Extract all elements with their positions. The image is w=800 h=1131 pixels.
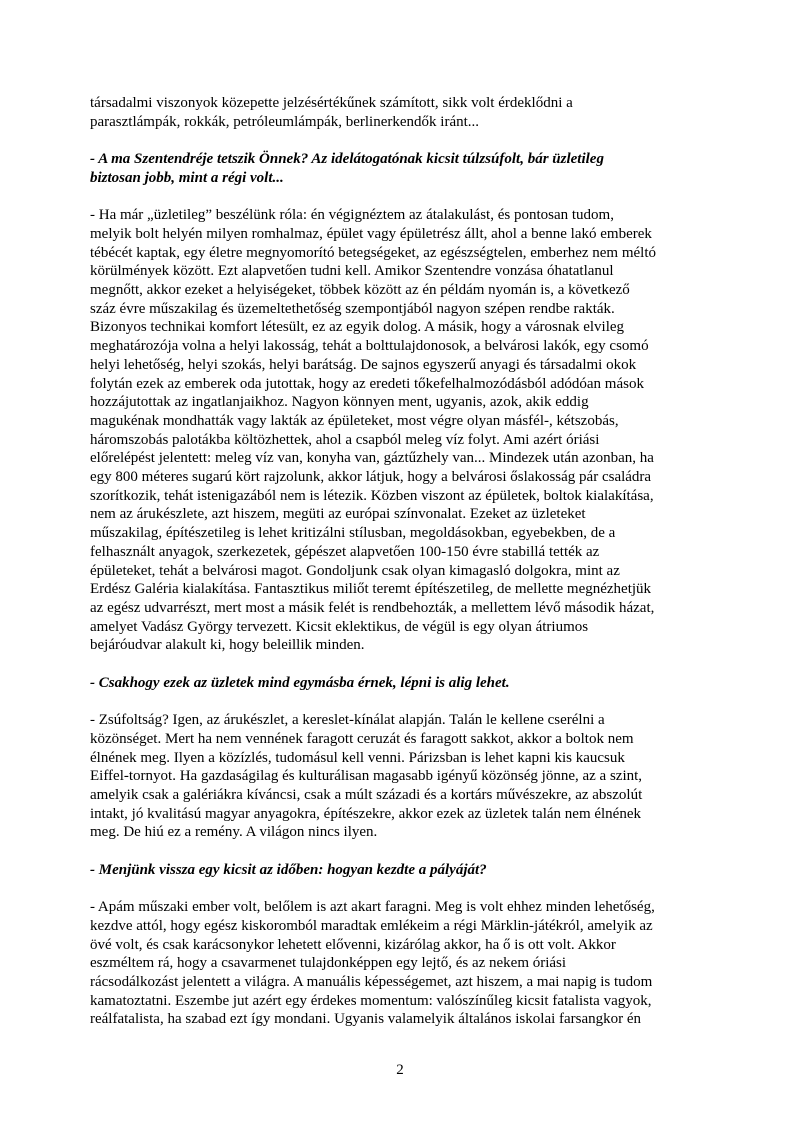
text-line: az egész udvarrészt, mert most a másik felét is rendbehozták, a mellettem lévő második házat, [90, 599, 655, 616]
text-line: száz évre műszakilag és üzemeltethetőség szempontjából nagyon szépen rendbe rakták. [90, 300, 615, 317]
text-line: épületeket, tehát a belvárosi magot. Gondoljunk csak olyan kimagasló dolgokra, mint az [90, 562, 620, 579]
text-line: - Zsúfoltság? Igen, az árukészlet, a kereslet-kínálat alapján. Talán le kellene cserélni a [90, 712, 605, 729]
text-line: háromszobás palotákba költözhettek, ahol a csapból meleg víz folyt. Ami azért óriási [90, 431, 600, 448]
text-line: övé volt, és csak karácsonykor lehetett elővenni, kizárólag akkor, ha ő is ott volt. Akkor [90, 936, 616, 953]
interview-answer-paragraph [90, 94, 722, 131]
text-line: megnőtt, akkor ezeket a helyiségeket, többek között az én példám nyomán is, a következő [90, 282, 630, 298]
interview-question-paragraph [90, 861, 722, 880]
text-line: biztosan jobb, mint a régi volt... [90, 169, 284, 186]
interview-answer-paragraph [90, 711, 722, 842]
text-line: kezdve attól, hogy egész kiskoromból maradtak emlékeim a régi Märklin-játékról, amelyik az [90, 917, 653, 934]
text-line: kamatoztatni. Eszembe jut azért egy érdekes momentum: valószínűleg kicsit fatalista vagyok, [90, 992, 652, 1009]
text-line: meg. De hiú ez a remény. A világon nincs ilyen. [90, 824, 378, 841]
text-line: - Apám műszaki ember volt, belőlem is azt akart faragni. Meg is volt ehhez minden lehetőség, [90, 899, 655, 916]
text-line: amelyik csak a galériákra kíváncsi, csak a múlt századi és a kortárs művészekre, az abszolút [90, 786, 643, 803]
document-body [90, 94, 722, 1048]
text-line: szorítkozik, tehát istenigazából nem is létezik. Közben viszont az épületek, boltok kialakítása, [90, 487, 654, 504]
interview-answer-paragraph [90, 898, 722, 1029]
text-line: Bizonyos technikai komfort létesült, ez az egyik dolog. A másik, hogy a városnak elvileg [90, 319, 625, 336]
text-line: felhasznált anyagok, szerkezetek, gépészet alapvetően 100-150 évre stabillá tették az [90, 543, 600, 560]
text-line: intakt, jó kvalitású magyar anyagokra, építészekre, akkor ezek az üzletek talán nem élnének [90, 805, 642, 822]
page-footer [0, 1061, 800, 1080]
text-line: rácsodálkozást jelentett a világra. A manuális képességemet, azt hiszem, a mai napig is tudom [90, 973, 653, 990]
text-line: Eiffel-tornyot. Ha gazdaságilag és kulturálisan magasabb igényű közönség jönne, az a szint, [90, 768, 643, 785]
text-line: reálfatalista, ha szabad ezt így mondani. Ugyanis valamelyik általános iskolai farsangkor én [90, 1011, 642, 1028]
text-line: magukénak mondhatták vagy lakták az épületeket, most végre olyan másfél-, kétszobás, [90, 412, 619, 429]
text-line: közönséget. Mert ha nem vennének faragott ceruzát és faragott sakkot, akkor a boltok nem [90, 730, 634, 747]
interview-question-paragraph [90, 674, 722, 693]
text-line: nem az árukészlete, azt hiszem, megüti az európai színvonalat. Ezeket az üzleteket [90, 506, 586, 523]
text-line: bejáróudvar alakult ki, hogy beleillik minden. [90, 637, 365, 654]
text-line: parasztlámpák, rokkák, petróleumlámpák, berlinerkendők iránt... [90, 113, 480, 130]
text-line: - A ma Szentendréje tetszik Önnek? Az idelátogatónak kicsit túlzsúfolt, bár üzletileg [90, 151, 604, 168]
page-number: 2 [396, 1062, 404, 1078]
text-line: meghatározója volna a helyi lakosság, tehát a bolttulajdonosok, a belvárosi lakók, egy csomó [90, 338, 649, 355]
interview-question-paragraph [90, 150, 722, 187]
text-line: folytán ezek az emberek oda jutottak, hogy az eredeti tőkefelhalmozódásból adódóan mások [90, 375, 644, 392]
text-line: helyi lehetőség, helyi szokás, helyi barátság. De sajnos egyszerű anyagi és társadalmi okok [90, 356, 637, 373]
text-line: - Csakhogy ezek az üzletek mind egymásba érnek, lépni is alig lehet. [90, 674, 510, 691]
text-line: egy 800 méteres sugarú kört rajzolunk, akkor látjuk, hogy a belvárosi őslakosság pár családra [90, 469, 652, 486]
text-line: melyik bolt helyén milyen romhalmaz, épület vagy épületrész állt, ahol a benne lakó emberek [90, 225, 652, 242]
text-line: tébécét kaptak, egy életre megnyomorító betegségeket, az egészségtelen, emberhez nem méltó [90, 244, 656, 261]
text-line: műszakilag, építészetileg is lehet kritizálni stílusban, megoldásokban, egyebekben, de a [90, 525, 616, 542]
text-line: társadalmi viszonyok közepette jelzésértékűnek számított, sikk volt érdeklődni a [90, 95, 573, 111]
interview-answer-paragraph [90, 206, 722, 655]
text-line: eszméltem rá, hogy a csavarmenet tulajdonképpen egy lejtő, és az nekem óriási [90, 955, 567, 972]
text-line: körülmények között. Ezt alapvetően tudni kell. Amikor Szentendre vonzása óhatatlanul [90, 263, 614, 280]
text-line: Erdész Galéria kialakítása. Fantasztikus miliőt teremt építészetileg, de mellette megnézhetjük [90, 581, 652, 598]
text-line: - Ha már „üzletileg” beszélünk róla: én végignéztem az átalakulást, és pontosan tudom, [90, 207, 614, 224]
text-line: amelyet Vadász György tervezett. Kicsit eklektikus, de végül is egy olyan átriumos [90, 618, 589, 635]
text-line: hozzájutottak az ingatlanjaikhoz. Nagyon könnyen ment, ugyanis, azok, akik eddig [90, 394, 589, 411]
text-line: élnének meg. Ilyen a közízlés, tudomásul kell venni. Párizsban is lehet kapni kis kaucsuk [90, 749, 625, 766]
text-line: előrelépést jelentett: meleg víz van, konyha van, gáztűzhely van... Mindezek után azonban, ha [90, 450, 654, 467]
text-line: - Menjünk vissza egy kicsit az időben: hogyan kezdte a pályáját? [90, 861, 487, 878]
